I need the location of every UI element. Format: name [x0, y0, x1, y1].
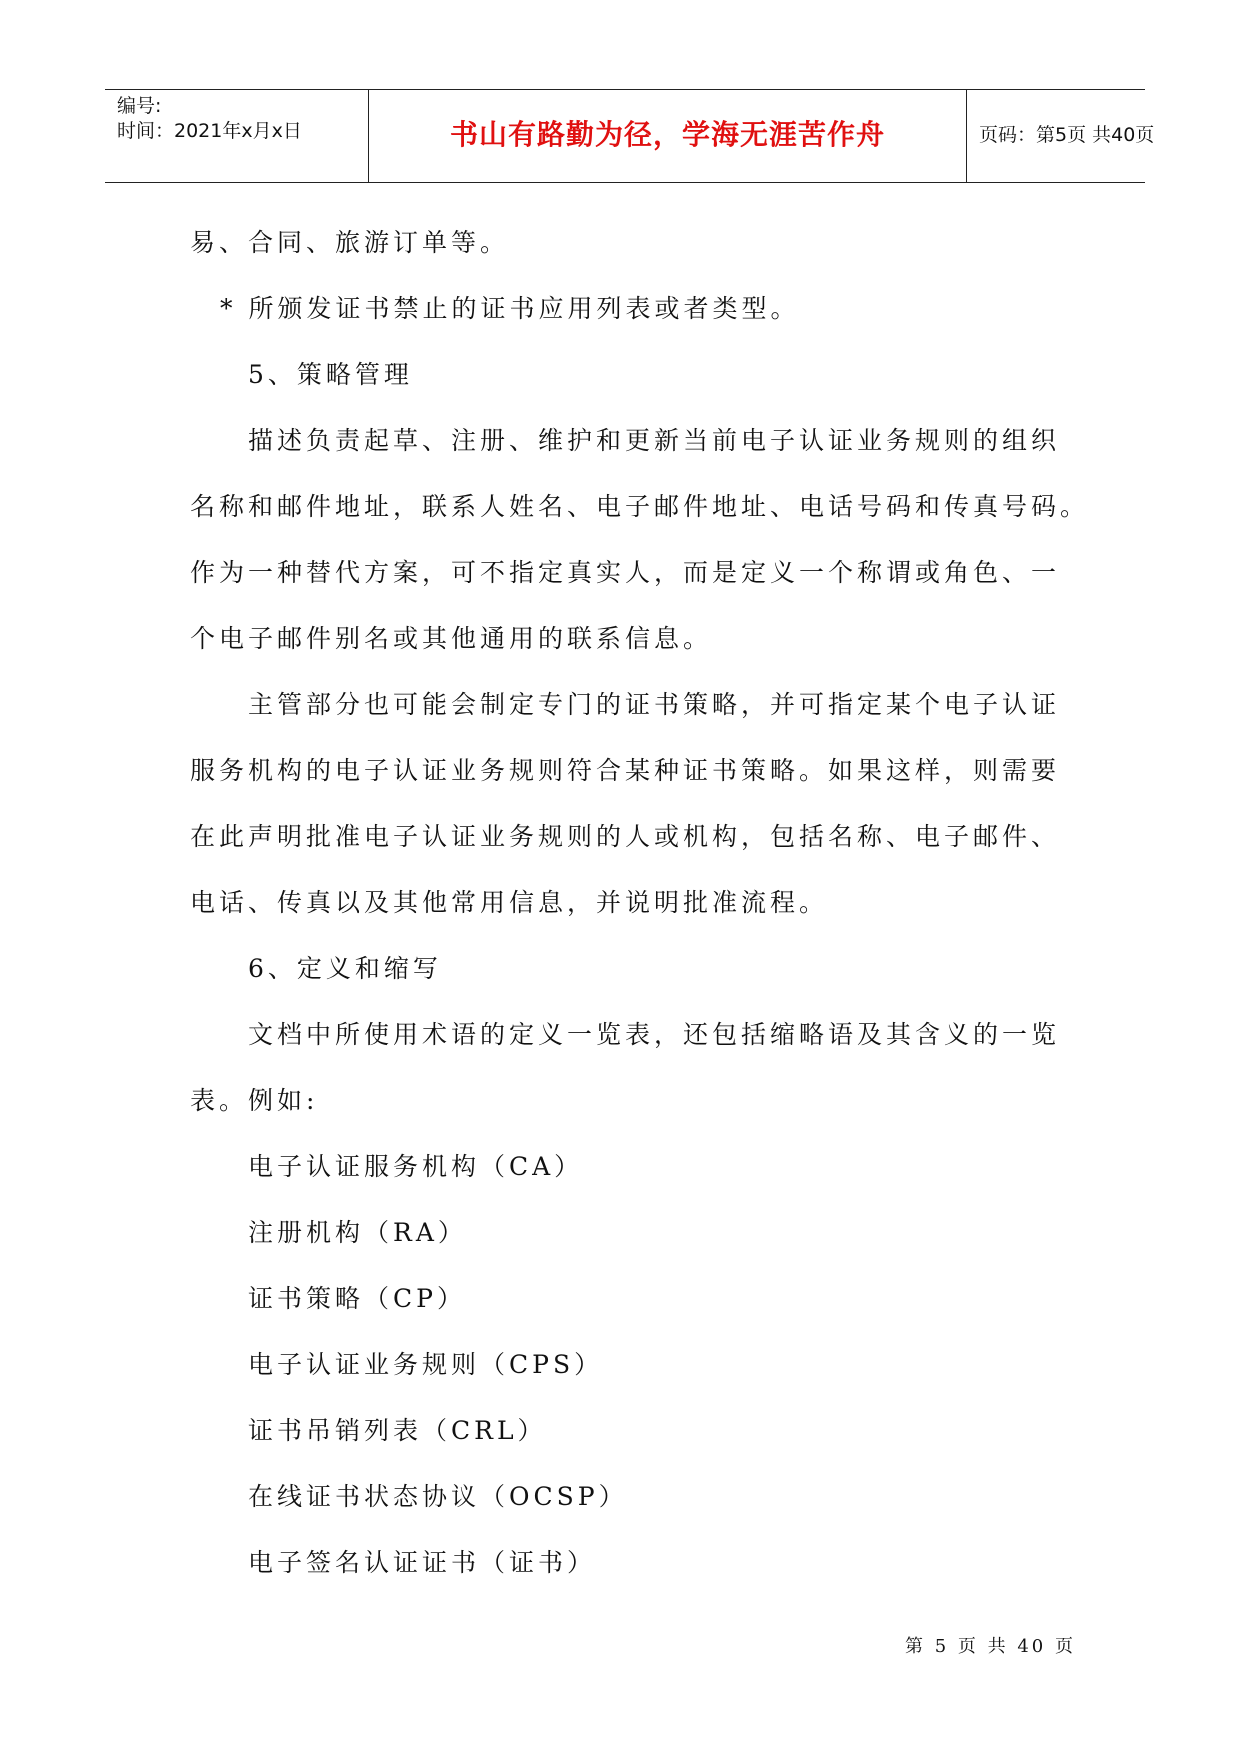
serial-number-label: 编号:: [117, 95, 162, 117]
header-page-cell: [967, 90, 1155, 182]
body-line: 在此声明批准电子认证业务规则的人或机构，包括名称、电子邮件、: [190, 822, 1061, 851]
body-line: 表。例如:: [190, 1086, 319, 1115]
page-footer: 第 5 页 共 40 页: [905, 1636, 1076, 1657]
list-item: 电子签名认证证书（证书）: [248, 1548, 597, 1577]
document-body: [190, 210, 1090, 1596]
header-page-number: 页码：第5页 共40页: [979, 124, 1155, 146]
list-item: 在线证书状态协议（OCSP）: [248, 1482, 628, 1511]
body-line: 作为一种替代方案，可不指定真实人，而是定义一个称谓或角色、一: [190, 558, 1061, 587]
list-item: 证书策略（CP）: [248, 1284, 466, 1313]
section-heading: 6、定义和缩写: [248, 954, 442, 983]
list-item: 注册机构（RA）: [248, 1218, 467, 1247]
body-line: 文档中所使用术语的定义一览表，还包括缩略语及其含义的一览: [248, 1020, 1061, 1049]
page-header: [105, 89, 1155, 183]
list-item: 电子认证服务机构（CA）: [248, 1152, 584, 1181]
body-line: 易、合同、旅游订单等。: [190, 228, 510, 257]
body-line: * 所颁发证书禁止的证书应用列表或者类型。: [220, 294, 800, 323]
body-line: 主管部分也可能会制定专门的证书策略，并可指定某个电子认证: [248, 690, 1061, 719]
list-item: 电子认证业务规则（CPS）: [248, 1350, 604, 1379]
body-line: 名称和邮件地址，联系人姓名、电子邮件地址、电话号码和传真号码。: [190, 492, 1090, 521]
body-line: 电话、传真以及其他常用信息，并说明批准流程。: [190, 888, 829, 917]
body-line: 描述负责起草、注册、维护和更新当前电子认证业务规则的组织: [248, 426, 1061, 455]
header-motto-cell: [369, 90, 967, 182]
body-line: 服务机构的电子认证业务规则符合某种证书策略。如果这样，则需要: [190, 756, 1061, 785]
header-info-cell: [105, 90, 369, 182]
time-label: 时间：2021年x月x日: [117, 120, 302, 142]
body-line: 个电子邮件别名或其他通用的联系信息。: [190, 624, 713, 653]
list-item: 证书吊销列表（CRL）: [248, 1416, 547, 1445]
section-heading: 5、策略管理: [248, 360, 413, 389]
header-motto: 书山有路勤为径，学海无涯苦作舟: [449, 118, 885, 151]
